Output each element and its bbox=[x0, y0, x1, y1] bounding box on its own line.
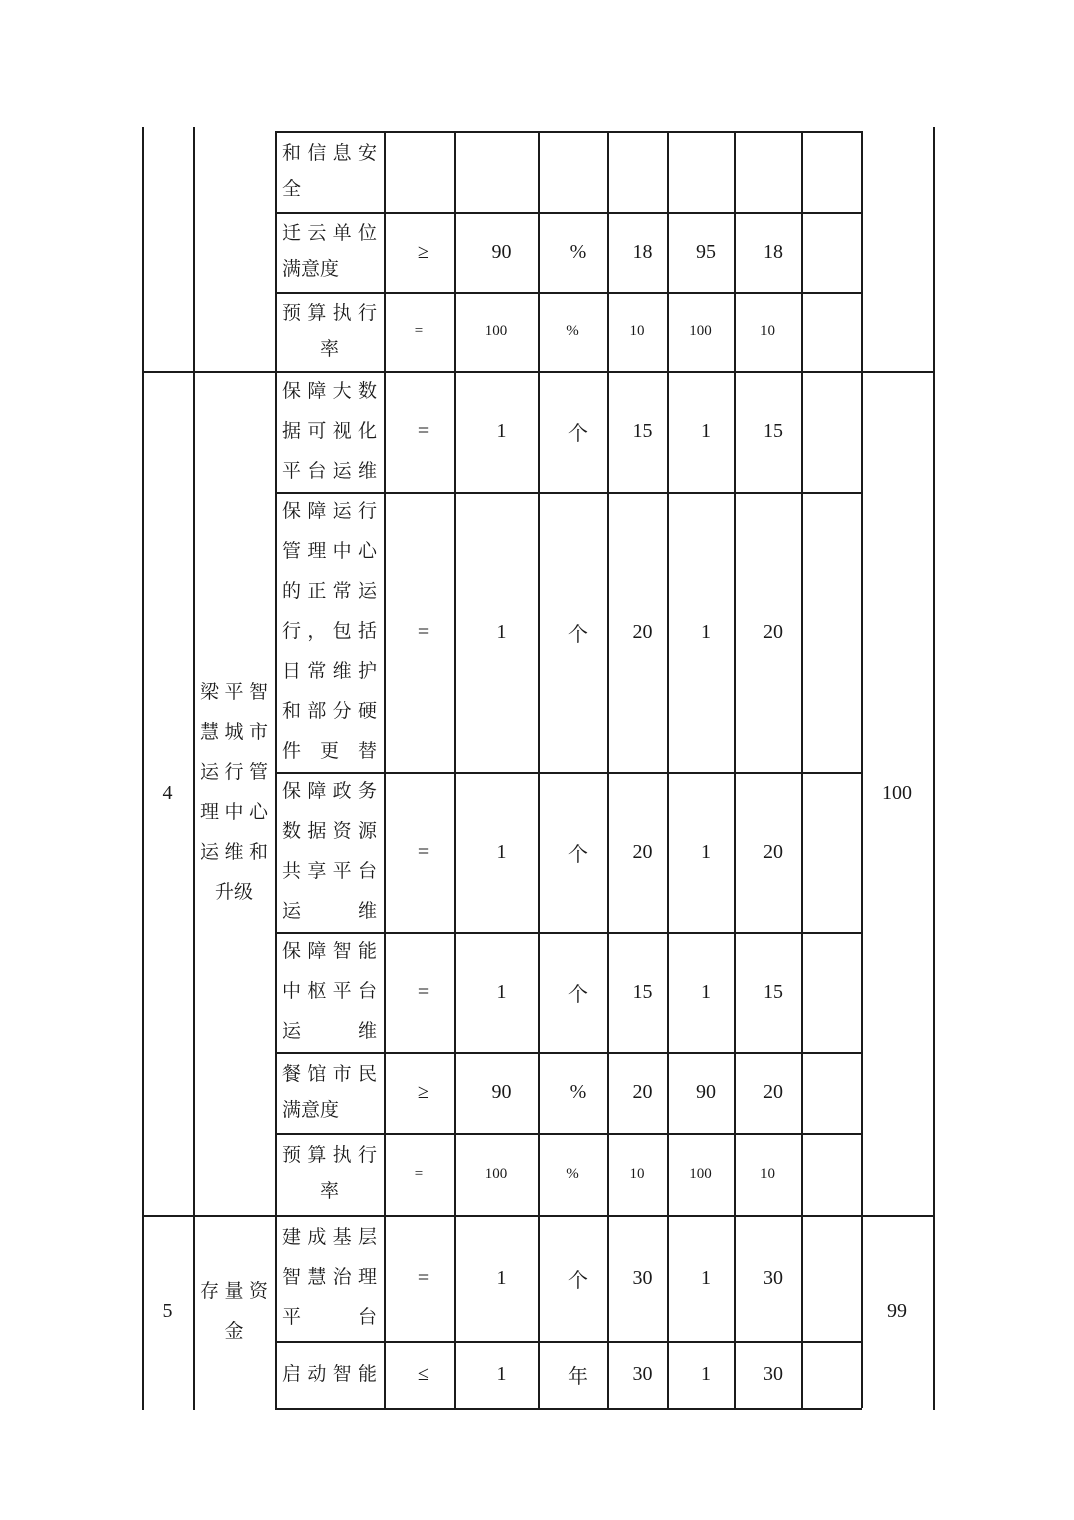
row-number-cell: 5 bbox=[162, 1300, 173, 1322]
indicator-cell: 迁云单位 满意度 bbox=[282, 223, 377, 280]
score-cell: 10 bbox=[629, 323, 645, 339]
operator-cell: ≤ bbox=[418, 1363, 429, 1385]
project-name-cell: 存量资 金 bbox=[200, 1280, 268, 1342]
score-cell: 18 bbox=[632, 240, 653, 263]
indicator-cell: 保障运行 管理中心 的正常运 行，包括 日常维护 和部分硬 件更替 bbox=[282, 501, 377, 762]
actual-score-cell: 30 bbox=[763, 1266, 783, 1289]
target-value-cell: 1 bbox=[496, 1363, 507, 1385]
actual-score-cell: 15 bbox=[763, 420, 783, 442]
score-cell: 20 bbox=[632, 620, 653, 643]
operator-cell: ≥ bbox=[418, 240, 429, 263]
indicator-cell: 和信息安 全 bbox=[282, 142, 377, 200]
grid-line-h bbox=[275, 1408, 862, 1410]
operator-cell: ≥ bbox=[418, 1081, 429, 1103]
actual-score-cell: 15 bbox=[763, 980, 783, 1003]
actual-value-cell: 1 bbox=[701, 620, 711, 643]
unit-cell: 年 bbox=[568, 1366, 588, 1388]
operator-cell: = bbox=[417, 840, 430, 863]
actual-score-cell: 20 bbox=[763, 620, 783, 643]
actual-value-cell: 100 bbox=[689, 323, 712, 339]
actual-score-cell: 18 bbox=[763, 240, 783, 263]
target-value-cell: 90 bbox=[491, 240, 512, 263]
score-cell: 10 bbox=[629, 1165, 645, 1182]
target-value-cell: 1 bbox=[496, 420, 507, 442]
performance-indicator-table bbox=[142, 127, 933, 1410]
unit-cell: % bbox=[566, 1165, 579, 1182]
target-value-cell: 90 bbox=[491, 1081, 512, 1103]
score-cell: 20 bbox=[632, 840, 653, 863]
indicator-cell: 预算执行 率 bbox=[282, 302, 377, 360]
unit-cell: % bbox=[569, 1081, 587, 1103]
unit-cell: 个 bbox=[568, 983, 588, 1006]
actual-value-cell: 1 bbox=[701, 840, 711, 863]
row-number-cell: 4 bbox=[162, 781, 173, 804]
operator-cell: = bbox=[414, 1165, 424, 1182]
unit-cell: 个 bbox=[568, 1269, 588, 1292]
unit-cell: 个 bbox=[568, 843, 588, 866]
actual-value-cell: 1 bbox=[701, 980, 711, 1003]
unit-cell: % bbox=[566, 323, 579, 339]
score-cell: 20 bbox=[632, 1081, 653, 1103]
actual-value-cell: 95 bbox=[696, 240, 716, 263]
project-name-cell: 梁平智 慧城市 运行管 理中心 运维和 升级 bbox=[200, 682, 268, 903]
unit-cell: 个 bbox=[568, 423, 588, 445]
operator-cell: = bbox=[417, 620, 430, 643]
target-value-cell: 100 bbox=[484, 323, 508, 339]
indicator-cell: 保障政务 数据资源 共享平台 运维 bbox=[282, 781, 377, 922]
operator-cell: = bbox=[417, 420, 430, 442]
actual-score-cell: 30 bbox=[763, 1363, 783, 1385]
actual-value-cell: 1 bbox=[701, 1266, 711, 1289]
target-value-cell: 1 bbox=[496, 620, 507, 643]
total-score-cell: 100 bbox=[882, 781, 912, 804]
indicator-cell: 保障大数 据可视化 平台运维 bbox=[282, 380, 377, 482]
grid-line-v bbox=[933, 127, 935, 1410]
actual-value-cell: 100 bbox=[689, 1165, 712, 1182]
target-value-cell: 1 bbox=[496, 980, 507, 1003]
target-value-cell: 1 bbox=[496, 1266, 507, 1289]
score-cell: 30 bbox=[632, 1266, 653, 1289]
unit-cell: % bbox=[569, 240, 587, 263]
actual-value-cell: 1 bbox=[701, 1363, 711, 1385]
indicator-cell: 建成基层 智慧治理 平台 bbox=[282, 1227, 377, 1328]
actual-score-cell: 20 bbox=[763, 840, 783, 863]
actual-value-cell: 90 bbox=[696, 1081, 716, 1103]
indicator-cell: 保障智能 中枢平台 运维 bbox=[282, 941, 377, 1042]
target-value-cell: 100 bbox=[484, 1165, 508, 1182]
actual-value-cell: 1 bbox=[701, 420, 711, 442]
indicator-cell: 餐馆市民 满意度 bbox=[282, 1063, 377, 1121]
indicator-cell: 预算执行 率 bbox=[282, 1145, 377, 1202]
actual-score-cell: 10 bbox=[760, 1165, 775, 1182]
indicator-cell: 启动智能 bbox=[282, 1363, 377, 1385]
operator-cell: = bbox=[417, 1266, 430, 1289]
operator-cell: = bbox=[417, 980, 430, 1003]
operator-cell: = bbox=[414, 323, 424, 339]
score-cell: 15 bbox=[632, 420, 653, 442]
unit-cell: 个 bbox=[568, 623, 588, 646]
actual-score-cell: 10 bbox=[760, 323, 775, 339]
target-value-cell: 1 bbox=[496, 840, 507, 863]
score-cell: 30 bbox=[632, 1363, 653, 1385]
total-score-cell: 99 bbox=[887, 1300, 907, 1322]
score-cell: 15 bbox=[632, 980, 653, 1003]
actual-score-cell: 20 bbox=[763, 1081, 783, 1103]
